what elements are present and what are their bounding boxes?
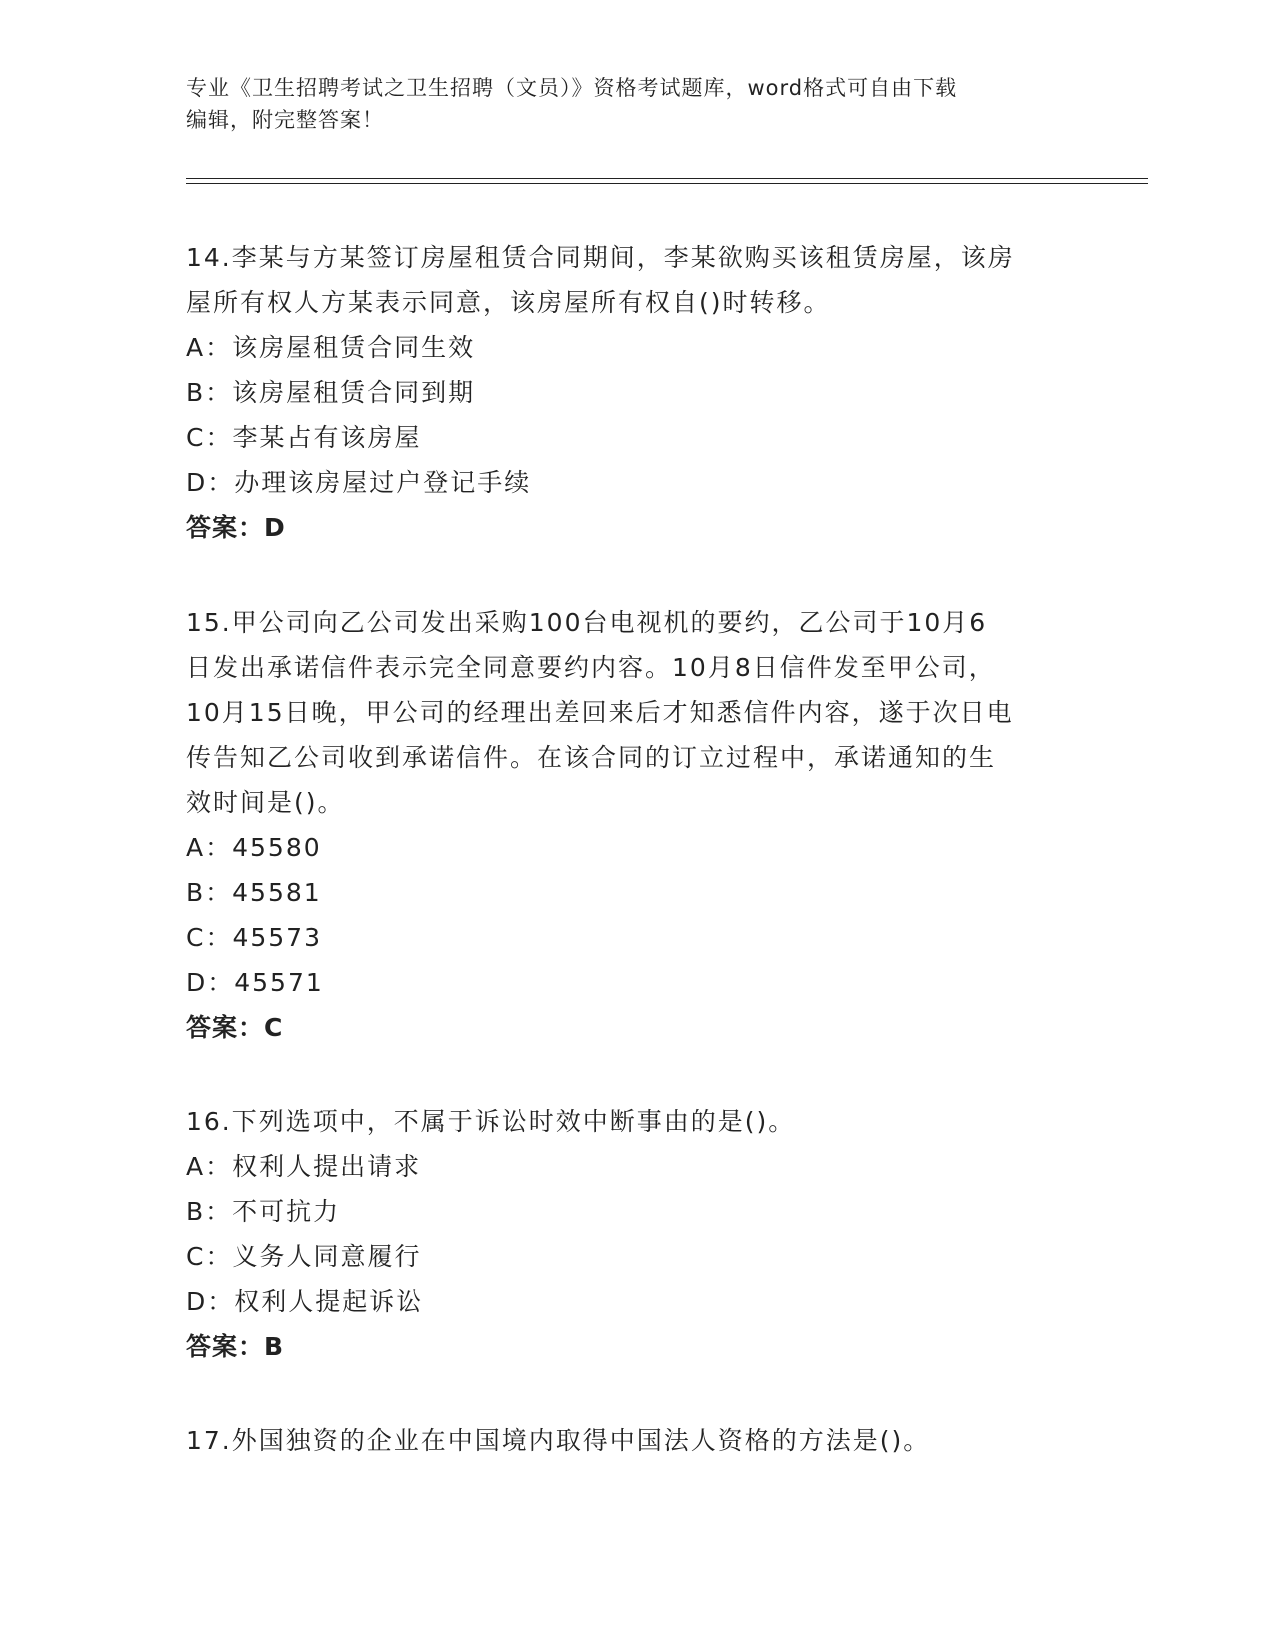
- header-divider: [186, 183, 1148, 184]
- question-stem-line: 屋所有权人方某表示同意，该房屋所有权自()时转移。: [186, 288, 831, 317]
- option-c: C：李某占有该房屋: [186, 423, 422, 452]
- question-stem-line: 效时间是()。: [186, 788, 345, 817]
- answer-line: 答案：D: [186, 513, 286, 542]
- option-a: A：权利人提出请求: [186, 1152, 422, 1181]
- question-stem-line: 16.下列选项中，不属于诉讼时效中断事由的是()。: [186, 1107, 796, 1136]
- option-d: D：办理该房屋过户登记手续: [186, 468, 532, 497]
- question-block: [186, 600, 1066, 1050]
- option-b: B：该房屋租赁合同到期: [186, 378, 476, 407]
- header-divider: [186, 178, 1148, 179]
- option-c: C：义务人同意履行: [186, 1242, 422, 1271]
- option-b: B：45581: [186, 878, 322, 907]
- option-a: A：45580: [186, 833, 322, 862]
- question-stem-line: 17.外国独资的企业在中国境内取得中国法人资格的方法是()。: [186, 1426, 931, 1455]
- option-c: C：45573: [186, 923, 322, 952]
- header-line: 编辑，附完整答案！: [186, 108, 384, 132]
- question-block: [186, 235, 1066, 550]
- option-d: D：45571: [186, 968, 324, 997]
- document-header: [186, 72, 1086, 136]
- option-b: B：不可抗力: [186, 1197, 341, 1226]
- question-stem-line: 14.李某与方某签订房屋租赁合同期间，李某欲购买该租赁房屋，该房: [186, 243, 1015, 272]
- question-block: [186, 1418, 1066, 1463]
- answer-line: 答案：C: [186, 1013, 284, 1042]
- header-line: 专业《卫生招聘考试之卫生招聘（文员）》资格考试题库，word格式可自由下载: [186, 76, 958, 100]
- answer-line: 答案：B: [186, 1332, 285, 1361]
- option-a: A：该房屋租赁合同生效: [186, 333, 476, 362]
- question-block: [186, 1099, 1066, 1369]
- question-stem-line: 日发出承诺信件表示完全同意要约内容。10月8日信件发至甲公司，: [186, 653, 996, 682]
- option-d: D：权利人提起诉讼: [186, 1287, 424, 1316]
- question-stem-line: 传告知乙公司收到承诺信件。在该合同的订立过程中，承诺通知的生: [186, 743, 997, 772]
- question-stem-line: 10月15日晚，甲公司的经理出差回来后才知悉信件内容，遂于次日电: [186, 698, 1014, 727]
- question-stem-line: 15.甲公司向乙公司发出采购100台电视机的要约，乙公司于10月6: [186, 608, 988, 637]
